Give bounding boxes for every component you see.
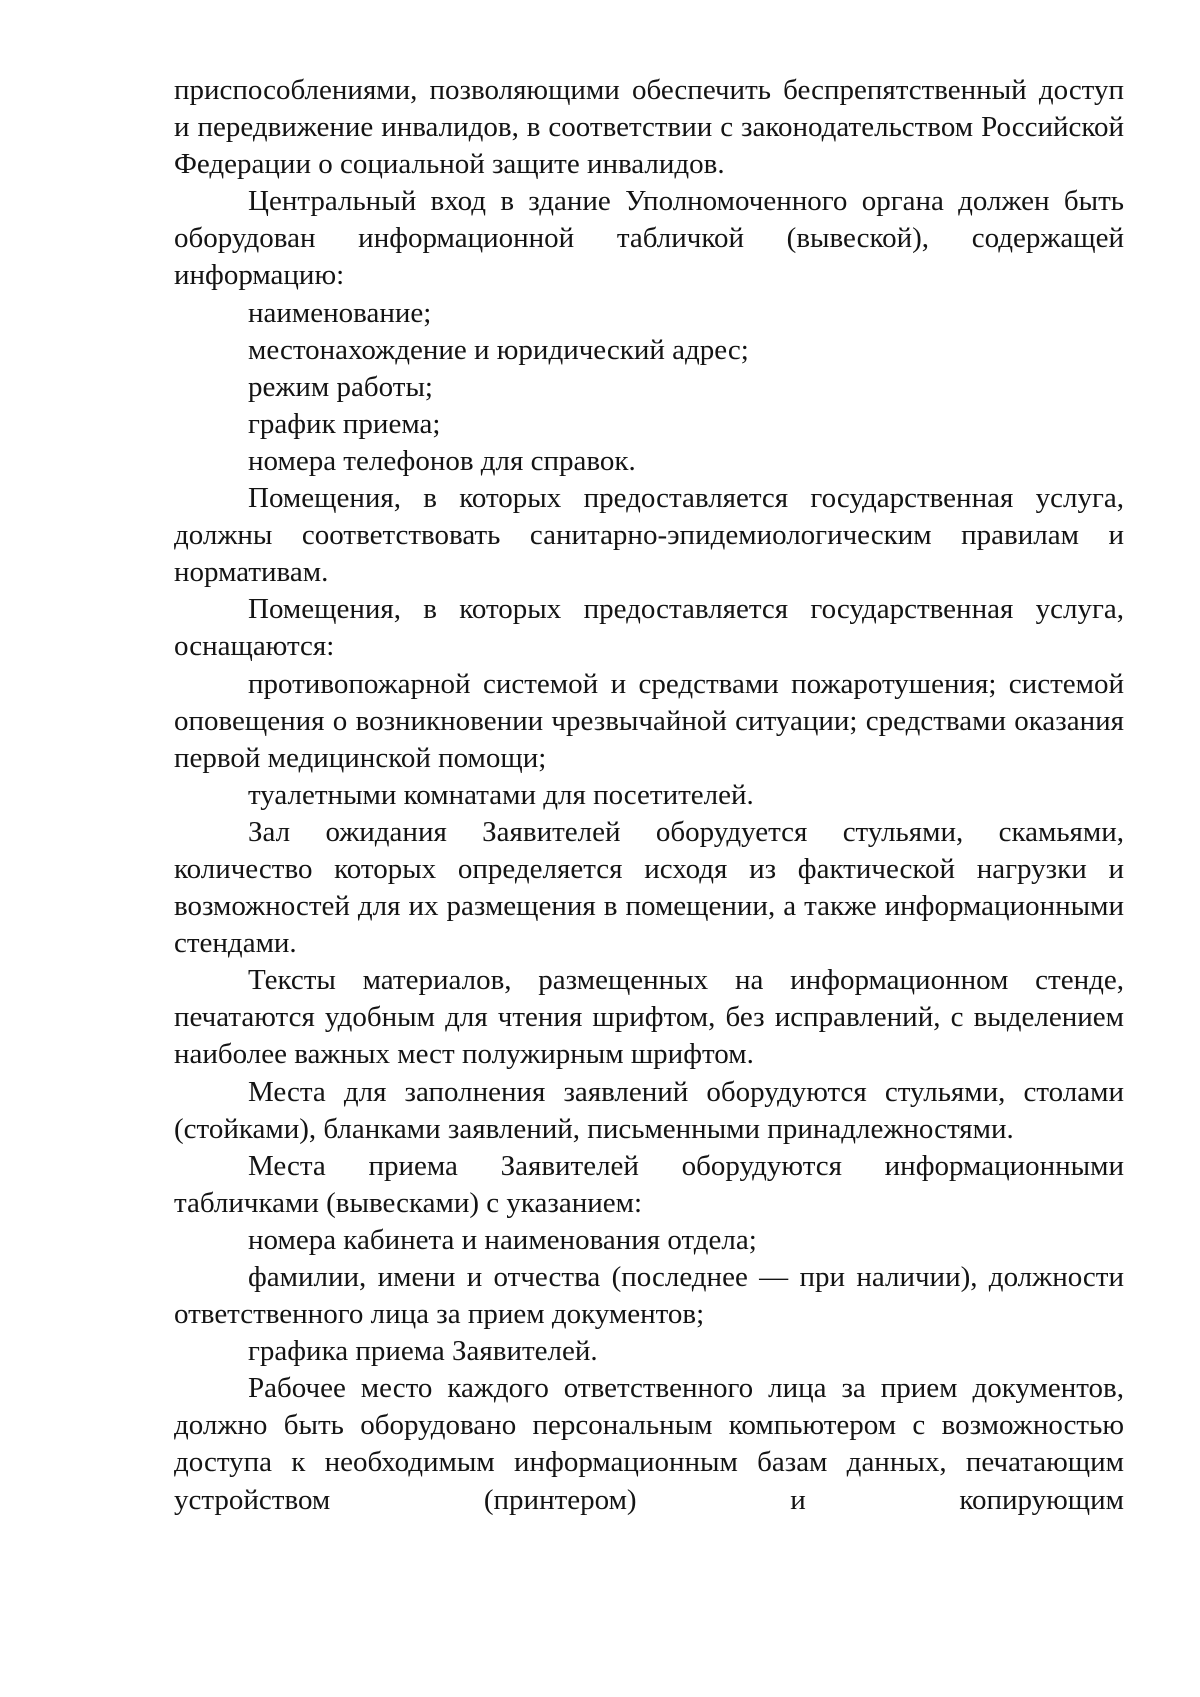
paragraph-premises-equipment: Помещения, в которых предоставляется государственная услуга, оснащаются: bbox=[174, 593, 1124, 663]
document-body bbox=[174, 72, 1124, 1519]
list-item-restrooms: туалетными комнатами для посетителей. bbox=[248, 778, 754, 811]
list-item-work-hours: режим работы; bbox=[248, 370, 433, 403]
paragraph-application-places: Места для заполнения заявлений оборудуются стульями, столами (стойками), бланками заявлений, письменными принадлежностями. bbox=[174, 1075, 1124, 1145]
list-item-address: местонахождение и юридический адрес; bbox=[248, 333, 749, 366]
list-item-reception-schedule: график приема; bbox=[248, 407, 441, 440]
paragraph-reception-places: Места приема Заявителей оборудуются информационными табличками (вывесками) с указанием: bbox=[174, 1149, 1124, 1219]
list-item-name: наименование; bbox=[248, 296, 432, 329]
paragraph-workplace-equipment: Рабочее место каждого ответственного лица за прием документов, должно быть оборудовано персональным компьютером с возможностью доступа к необходимым информационным базам данных, печатающим устройством (принтером) и копирующим bbox=[174, 1372, 1124, 1516]
list-item-fire-safety: противопожарной системой и средствами пожаротушения; системой оповещения о возникновении чрезвычайной ситуации; средствами оказания первой медицинской помощи; bbox=[174, 667, 1124, 774]
paragraph-waiting-hall: Зал ожидания Заявителей оборудуется стульями, скамьями, количество которых определяется исходя из фактической нагрузки и возможностей для их размещения в помещении, а также информационными стендами. bbox=[174, 815, 1124, 960]
list-item-phone-numbers: номера телефонов для справок. bbox=[248, 444, 636, 477]
list-item-responsible-person: фамилии, имени и отчества (последнее — при наличии), должности ответственного лица за прием документов; bbox=[174, 1261, 1124, 1331]
paragraph-accessibility-continuation: приспособлениями, позволяющими обеспечить беспрепятственный доступ и передвижение инвалидов, в соответствии с законодательством Российской Федерации о социальной защите инвалидов. bbox=[174, 74, 1124, 181]
paragraph-sanitary-rules: Помещения, в которых предоставляется государственная услуга, должны соответствовать санитарно-эпидемиологическим правилам и нормативам. bbox=[174, 482, 1124, 589]
paragraph-stand-texts: Тексты материалов, размещенных на информационном стенде, печатаются удобным для чтения шрифтом, без исправлений, с выделением наиболее важных мест полужирным шрифтом. bbox=[174, 964, 1124, 1071]
list-item-applicant-schedule: графика приема Заявителей. bbox=[248, 1335, 598, 1368]
paragraph-entrance-sign: Центральный вход в здание Уполномоченного органа должен быть оборудован информационной табличкой (вывеской), содержащей информацию: bbox=[174, 185, 1124, 292]
list-item-office-number: номера кабинета и наименования отдела; bbox=[248, 1223, 757, 1256]
